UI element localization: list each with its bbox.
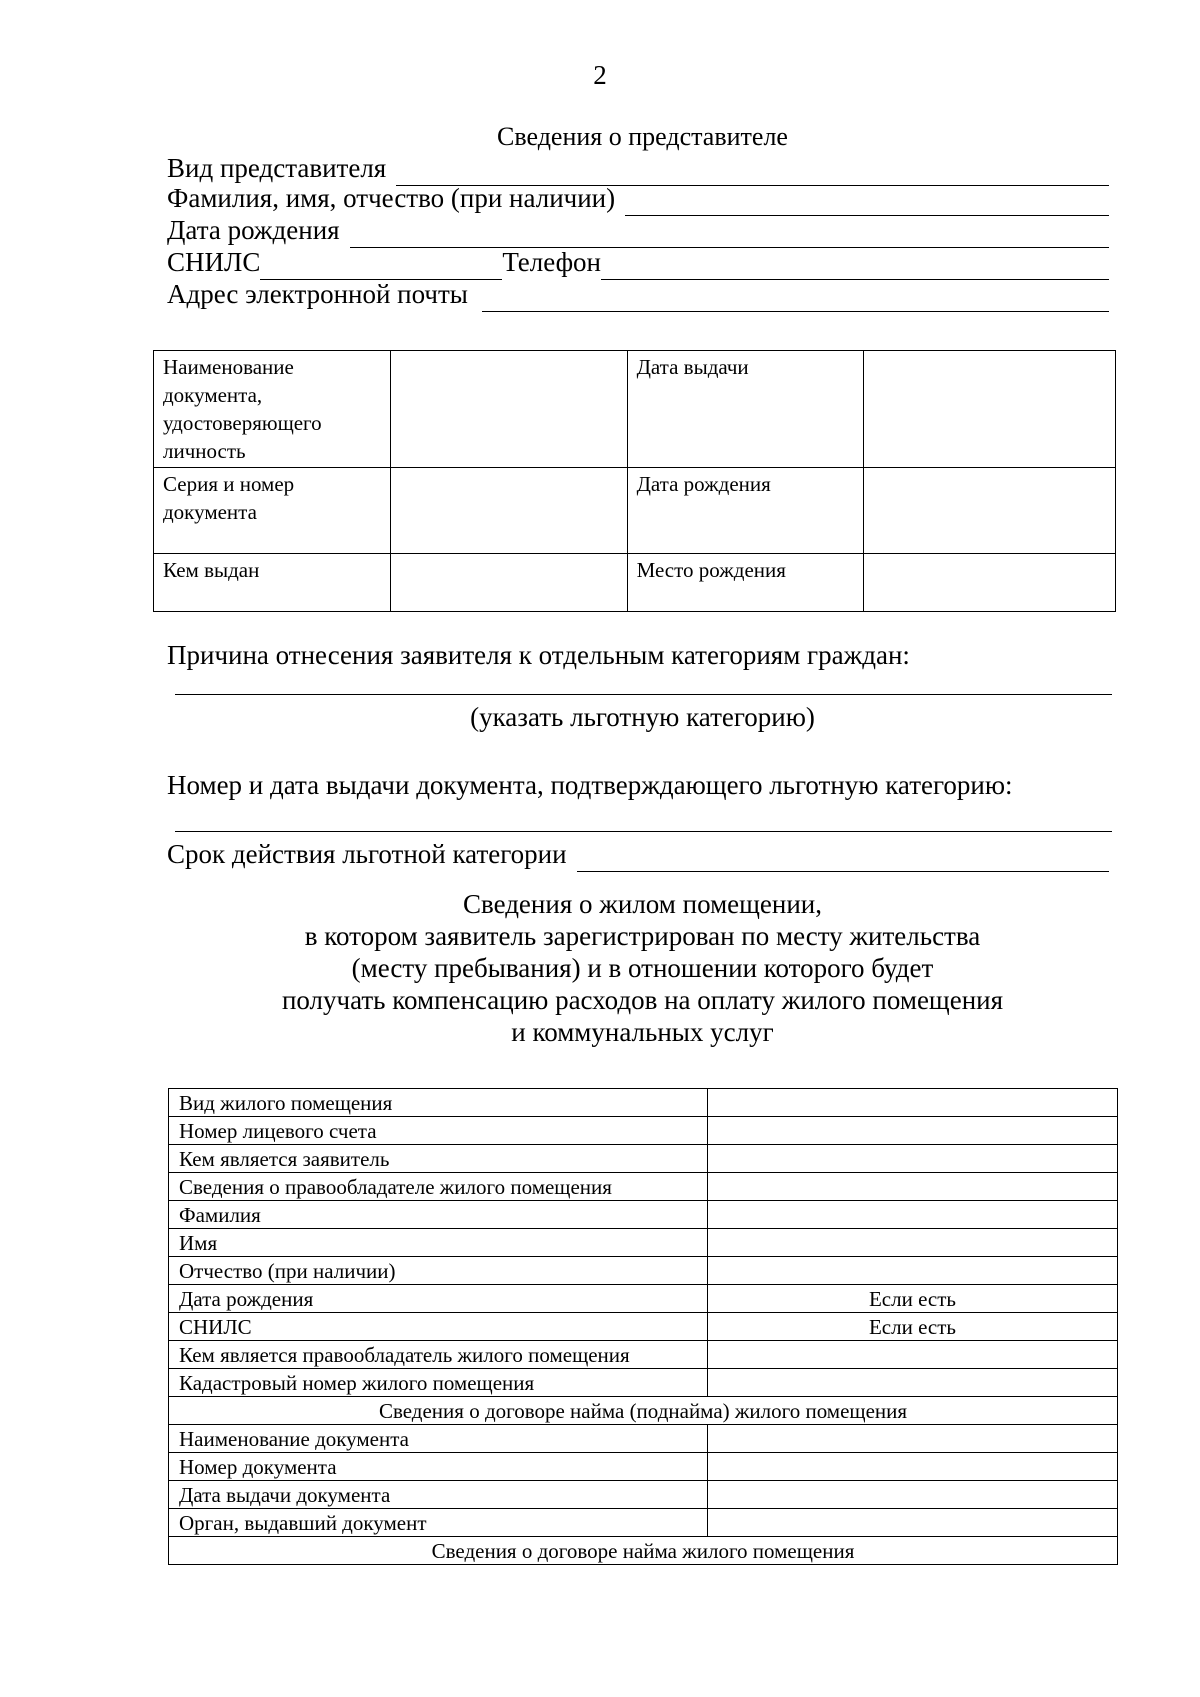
lease-doc-date-label: Дата выдачи документа (169, 1481, 708, 1509)
housing-section-title (0, 888, 1200, 1048)
owner-birthdate-label: Дата рождения (169, 1285, 708, 1313)
id-doc-name-value[interactable] (390, 351, 627, 468)
lease-doc-name-label: Наименование документа (169, 1425, 708, 1453)
table-row (169, 1397, 1118, 1425)
id-doc-birthdate-value[interactable] (864, 468, 1116, 554)
account-number-label: Номер лицевого счета (169, 1117, 708, 1145)
representative-fio-field[interactable] (625, 189, 1109, 216)
housing-type-label: Вид жилого помещения (169, 1089, 708, 1117)
benefit-validity-label: Срок действия льготной категории (167, 839, 567, 869)
table-row (169, 1369, 1118, 1397)
table-row (169, 1117, 1118, 1145)
owner-info-label: Сведения о правообладателе жилого помещения (169, 1173, 708, 1201)
owner-role-value[interactable] (708, 1341, 1118, 1369)
owner-surname-label: Фамилия (169, 1201, 708, 1229)
table-row (154, 468, 1116, 554)
representative-email-row (167, 278, 1109, 312)
benefit-doc-field[interactable] (175, 831, 1112, 832)
representative-email-label: Адрес электронной почты (167, 279, 468, 309)
table-row (169, 1257, 1118, 1285)
lease-doc-issuer-value[interactable] (708, 1509, 1118, 1537)
benefit-reason-hint: (указать льготную категорию) (470, 702, 815, 732)
representative-snils-label: СНИЛС (167, 247, 261, 277)
applicant-role-value[interactable] (708, 1145, 1118, 1173)
representative-birthdate-row (167, 214, 1109, 248)
cadastral-number-label: Кадастровый номер жилого помещения (169, 1369, 708, 1397)
owner-patronymic-label: Отчество (при наличии) (169, 1257, 708, 1285)
owner-snils-value[interactable]: Если есть (708, 1313, 1118, 1341)
lease-section-heading: Сведения о договоре найма (поднайма) жилого помещения (169, 1397, 1118, 1425)
benefit-reason-label: Причина отнесения заявителя к отдельным категориям граждан: (167, 640, 910, 670)
id-doc-issuer-label: Кем выдан (154, 554, 391, 612)
id-doc-birthdate-label: Дата рождения (627, 468, 864, 554)
housing-title-line: и коммунальных услуг (511, 1017, 774, 1047)
table-row (169, 1173, 1118, 1201)
representative-birthdate-field[interactable] (350, 221, 1109, 248)
social-lease-section-heading: Сведения о договоре найма жилого помещения (169, 1537, 1118, 1565)
id-doc-issue-date-value[interactable] (864, 351, 1116, 468)
id-doc-issuer-value[interactable] (390, 554, 627, 612)
account-number-value[interactable] (708, 1117, 1118, 1145)
id-document-table (153, 350, 1116, 612)
lease-doc-issuer-label: Орган, выдавший документ (169, 1509, 708, 1537)
lease-doc-date-value[interactable] (708, 1481, 1118, 1509)
table-row (169, 1145, 1118, 1173)
owner-role-label: Кем является правообладатель жилого помещения (169, 1341, 708, 1369)
table-row (154, 554, 1116, 612)
id-doc-birthplace-value[interactable] (864, 554, 1116, 612)
table-row (169, 1201, 1118, 1229)
benefit-validity-row (167, 838, 1109, 872)
representative-type-row (167, 152, 1109, 186)
id-doc-name-label: Наименование документа, удостоверяющего личность (154, 351, 391, 468)
owner-snils-label: СНИЛС (169, 1313, 708, 1341)
table-row (169, 1509, 1118, 1537)
cadastral-number-value[interactable] (708, 1369, 1118, 1397)
owner-info-value[interactable] (708, 1173, 1118, 1201)
housing-title-line: (месту пребывания) и в отношении которого будет (351, 953, 934, 983)
applicant-role-label: Кем является заявитель (169, 1145, 708, 1173)
benefit-reason-field[interactable] (175, 694, 1112, 695)
owner-name-label: Имя (169, 1229, 708, 1257)
housing-title-line: Сведения о жилом помещении, (462, 889, 823, 919)
representative-fio-label: Фамилия, имя, отчество (при наличии) (167, 183, 616, 213)
lease-doc-number-value[interactable] (708, 1453, 1118, 1481)
id-doc-series-label: Серия и номер документа (154, 468, 391, 554)
page-number: 2 (593, 60, 607, 90)
id-doc-series-value[interactable] (390, 468, 627, 554)
benefit-doc-label: Номер и дата выдачи документа, подтверждающего льготную категорию: (167, 770, 1013, 800)
representative-phone-field[interactable] (601, 253, 1109, 280)
housing-title-line: в котором заявитель зарегистрирован по месту жительства (304, 921, 981, 951)
representative-birthdate-label: Дата рождения (167, 215, 340, 245)
representative-snils-field[interactable] (260, 253, 502, 280)
owner-name-value[interactable] (708, 1229, 1118, 1257)
housing-table (168, 1088, 1118, 1565)
table-row (169, 1537, 1118, 1565)
table-row (169, 1341, 1118, 1369)
housing-type-value[interactable] (708, 1089, 1118, 1117)
representative-email-field[interactable] (482, 285, 1109, 312)
owner-surname-value[interactable] (708, 1201, 1118, 1229)
representative-type-label: Вид представителя (167, 153, 387, 183)
table-row (169, 1285, 1118, 1313)
id-doc-birthplace-label: Место рождения (627, 554, 864, 612)
representative-section-title: Сведения о представителе (497, 122, 788, 151)
owner-birthdate-value[interactable]: Если есть (708, 1285, 1118, 1313)
table-row (169, 1481, 1118, 1509)
representative-phone-label: Телефон (502, 247, 602, 277)
table-row (154, 351, 1116, 468)
table-row (169, 1313, 1118, 1341)
table-row (169, 1425, 1118, 1453)
representative-snils-phone-row (167, 246, 1109, 280)
representative-fio-row (167, 182, 1109, 216)
housing-title-line: получать компенсацию расходов на оплату жилого помещения (281, 985, 1004, 1015)
lease-doc-number-label: Номер документа (169, 1453, 708, 1481)
table-row (169, 1229, 1118, 1257)
table-row (169, 1089, 1118, 1117)
lease-doc-name-value[interactable] (708, 1425, 1118, 1453)
table-row (169, 1453, 1118, 1481)
id-doc-issue-date-label: Дата выдачи (627, 351, 864, 468)
owner-patronymic-value[interactable] (708, 1257, 1118, 1285)
benefit-validity-field[interactable] (577, 845, 1109, 872)
